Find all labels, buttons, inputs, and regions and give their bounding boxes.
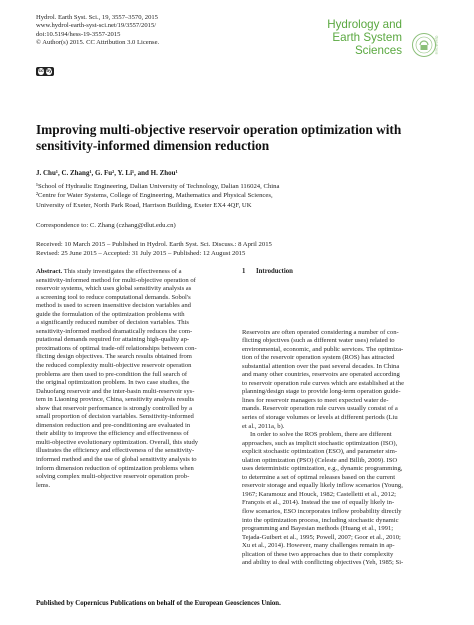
text-line: In order to solve the ROS problem, there are different xyxy=(250,431,392,439)
text-line: mands. Reservoir operation rule curves usually consist of a xyxy=(242,405,398,413)
text-line: lems. xyxy=(36,481,51,489)
text-line: planning/design stage to provide long-term operation guide- xyxy=(242,388,401,396)
text-line: Xu et al., 2014). However, many challenges remain in ap- xyxy=(242,542,395,550)
journal-name xyxy=(327,18,402,57)
affiliations xyxy=(36,182,279,210)
affiliation-line: University of Exeter, North Park Road, Harrison Building, Exeter EX4 4QF, UK xyxy=(36,201,252,209)
text-line: to reservoir operation rule curves which are established at the xyxy=(242,379,405,387)
abstract xyxy=(36,268,232,490)
abstract-body xyxy=(36,277,232,491)
title-line: Improving multi-objective reservoir operation optimization with xyxy=(36,122,402,137)
text-line: show that reservoir performance is strongly controlled by a xyxy=(36,404,193,412)
text-line: problems are then used to pre-condition the full search of xyxy=(36,370,188,378)
text-line: lines for reservoir managers to meet expected water de- xyxy=(242,396,389,404)
intro-paragraph-2 xyxy=(242,431,442,568)
text-line: multi-objective evolutionary optimization. Overall, this study xyxy=(36,438,199,446)
affiliation-line: ²Centre for Water Systems, College of Engineering, Mathematics and Physical Sciences, xyxy=(36,192,273,200)
text-line: approaches, such as implicit stochastic optimization (ISO), xyxy=(242,439,398,447)
text-line: solving complex multi-objective reservoir operation prob- xyxy=(36,473,190,481)
abstract-label: Abstract. xyxy=(36,268,63,275)
dates-line: Received: 10 March 2015 – Published in Hydrol. Earth Syst. Sci. Discuss.: 8 April 2015 xyxy=(36,241,272,248)
text-line: informed method and the use of global sensitivity analysis to xyxy=(36,456,197,464)
text-line: tem in Liaoning province, China, sensitivity analysis results xyxy=(36,396,195,404)
by-icon: by xyxy=(46,68,52,74)
doi-line[interactable]: doi:10.5194/hess-19-3557-2015 xyxy=(36,30,121,38)
text-line: reservoir storage and equally likely inflow scenarios (Young, xyxy=(242,482,403,490)
title-line: sensitivity-informed dimension reduction xyxy=(36,138,270,153)
abstract-text: This study investigates the effectiveness of a xyxy=(62,268,182,275)
text-line: putational demands required for attaining high-quality ap- xyxy=(36,336,190,344)
text-line: proximations of optimal trade-off relationships between con- xyxy=(36,344,197,352)
text-line: Reservoirs are often operated considering a number of con- xyxy=(242,328,399,336)
text-line: sensitivity-informed method dramatically reduces the com- xyxy=(36,327,193,335)
journal-name-line: Sciences xyxy=(354,44,402,57)
text-line: Dahuofang reservoir and the inter-basin multi-reservoir sys- xyxy=(36,387,195,395)
text-line: and ability to deal with conflicting objectives (Yeh, 1985; Si- xyxy=(242,559,404,567)
text-line: uses deterministic optimization, e.g., dynamic programming, xyxy=(242,465,403,473)
introduction-section xyxy=(242,268,442,568)
correspondence: Correspondence to: C. Zhang (czhang@dlut.edu.cn) xyxy=(36,222,176,229)
text-line: et al., 2011a, b). xyxy=(242,422,285,430)
paper-title xyxy=(36,122,442,154)
intro-paragraph-1 xyxy=(242,329,442,432)
text-line: environmental, economic, and public services. The optimiza- xyxy=(242,345,404,353)
text-line: and many other countries, reservoirs are operated according xyxy=(242,371,400,379)
text-line: the original optimization problem. In two case studies, the xyxy=(36,379,190,387)
journal-name-line: Hydrology and xyxy=(327,18,402,31)
section-heading xyxy=(242,268,442,277)
text-line: a significantly reduced number of decision variables. This xyxy=(36,319,189,327)
text-line: programming and Bayesian methods (Huang et al., 1991; xyxy=(242,525,394,533)
abstract-first-line xyxy=(36,268,232,277)
journal-name-line: Earth System xyxy=(332,31,402,44)
text-line: inform dimension reduction of optimization problems when xyxy=(36,464,194,472)
publication-dates xyxy=(36,240,272,259)
text-line: substantial attention over the past several decades. In China xyxy=(242,362,400,370)
affiliation-line: ¹School of Hydraulic Engineering, Dalian University of Technology, Dalian 116024, China xyxy=(36,183,280,190)
text-line: a screening tool to reduce computational demands. Sobol's xyxy=(36,293,191,301)
text-line: illustrates the efficiency and effectiveness of the sensitivity- xyxy=(36,447,195,455)
text-line: series of storage volumes or levels at different periods (Liu xyxy=(242,414,398,422)
text-line: ulation optimization (PSO) (Celeste and Billib, 2009). ISO xyxy=(242,456,398,464)
open-access-seal-icon xyxy=(411,30,437,60)
author-list: J. Chu¹, C. Zhang¹, G. Fu², Y. Li¹, and H. Zhou¹ xyxy=(36,169,178,177)
publisher-footer: Published by Copernicus Publications on behalf of the European Geosciences Union. xyxy=(36,600,281,607)
seal-text: Open Access xyxy=(434,35,439,55)
cc-by-license-icon xyxy=(36,67,54,76)
text-line: explicit stochastic optimization (ESO), and parameter sim- xyxy=(242,448,398,456)
text-line: to determine a set of optimal releases based on the current xyxy=(242,473,396,481)
text-line: into the optimization process, including stochastic dynamic xyxy=(242,516,399,524)
text-line: Tejada-Guibert et al., 1995; Powell, 2007; Goor et al., 2010; xyxy=(242,533,401,541)
text-line: the reduced complexity multi-objective reservoir operation xyxy=(36,362,192,370)
text-line: guide the formulation of the optimization problems with xyxy=(36,310,185,318)
text-line: reservoir systems, which uses global sensitivity analysis as xyxy=(36,285,192,293)
text-line: 1967; Karamouz and Houck, 1982; Castelletti et al., 2012; xyxy=(242,490,397,498)
text-line: flicting objectives (such as different water uses) related to xyxy=(242,337,395,345)
citation-line: Hydrol. Earth Syst. Sci., 19, 3557–3570, 2015 xyxy=(36,14,158,21)
text-line: plication of these two approaches due to their complexity xyxy=(242,550,394,558)
text-line: tion of the reservoir operation system (ROS) has attracted xyxy=(242,354,395,362)
text-line: flow scenarios, ESO incorporates inflow probability directly xyxy=(242,508,402,516)
section-number: 1 xyxy=(242,268,246,275)
url-line[interactable]: www.hydrol-earth-syst-sci.net/19/3557/2015/ xyxy=(36,22,157,30)
license-line: © Author(s) 2015. CC Attribution 3.0 License. xyxy=(36,39,160,47)
text-line: small proportion of decision variables. Sensitivity-informed xyxy=(36,413,194,421)
text-line: François et al., 2014). Instead the use of equally likely in- xyxy=(242,499,395,507)
text-line: method is used to screen insensitive decision variables and xyxy=(36,302,191,310)
text-line: their ability to improve the efficiency and effectiveness of xyxy=(36,430,189,438)
cc-icon: cc xyxy=(38,68,44,74)
section-title: Introduction xyxy=(256,268,293,275)
dates-line: Revised: 25 June 2015 – Accepted: 31 July 2015 – Published: 12 August 2015 xyxy=(36,250,246,258)
citation-header xyxy=(36,14,159,48)
text-line: flicting design objectives. The search results obtained from xyxy=(36,353,192,361)
text-line: dimension reduction and pre-conditioning are evaluated in xyxy=(36,421,191,429)
text-line: sensitivity-informed method for multi-objective operation of xyxy=(36,276,196,284)
